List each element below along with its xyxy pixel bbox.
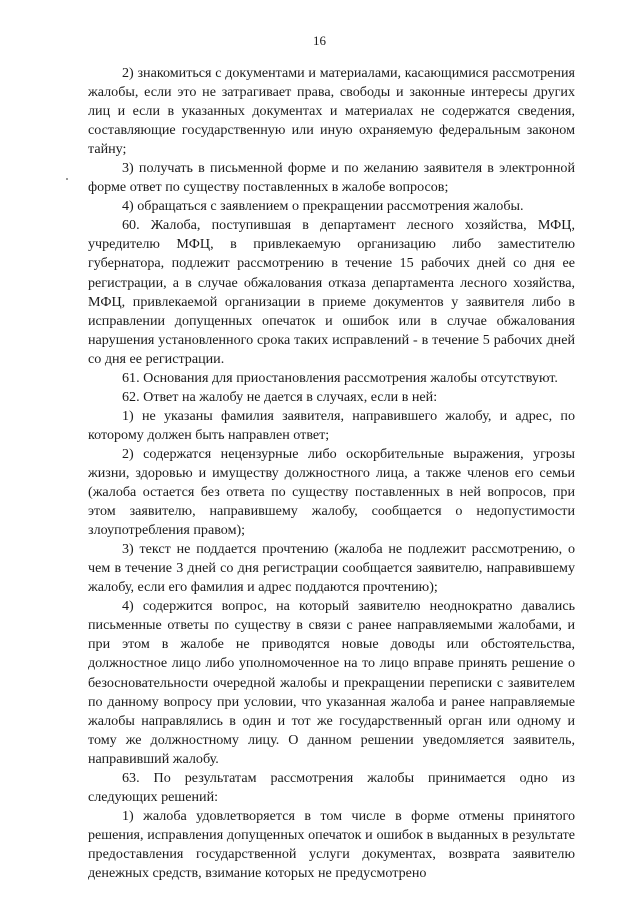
paragraph-60-review-period: 60. Жалоба, поступившая в департамент лесного хозяйства, МФЦ, учредителю МФЦ, в привлекаемую организацию либо заместителю губернатора, подлежит рассмотрению в течение 15 рабочих дней со дня ее регистрации, а в случае обжалования отказа департамента лесного хозяйства, МФЦ, привлекаемой организации в приеме документов у заявителя либо в исправлении допущенных опечаток и ошибок или в случае обжалования нарушения установленного срока таких исправлений - в течение 5 рабочих дней со дня ее регистрации. — [88, 217, 575, 367]
paragraph-63-decisions: 63. По результатам рассмотрения жалобы принимается одно из следующих решений: — [88, 769, 575, 805]
paragraph-62-no-answer-cases: 62. Ответ на жалобу не дается в случаях, если в ней: — [122, 388, 438, 405]
margin-mark — [66, 178, 68, 180]
paragraph-62-case-4: 4) содержится вопрос, на который заявителю неоднократно давались письменные ответы по существу в связи с ранее направляемыми жалобами, и при этом в жалобе не приводятся новые доводы или обстоятельства, должностное лицо либо уполномоченное на то лицо вправе принять решение о безосновательности очередной жалобы и прекращении переписки с заявителем по данному вопросу при условии, что указанная жалоба и ранее направляемые жалобы направлялись в один и тот же государственный орган или одному и тому же должностному лицу. О данном решении уведомляется заявитель, направивший жалобу. — [88, 598, 575, 767]
paragraph-62-case-3: 3) текст не поддается прочтению (жалоба не подлежит рассмотрению, о чем в течение 3 дней со дня регистрации сообщается заявителю, направившему жалобу, если его фамилия и адрес поддаются прочтению); — [88, 541, 575, 596]
paragraph-62-case-2: 2) содержатся нецензурные либо оскорбительные выражения, угрозы жизни, здоровью и имуществу должностного лица, а также членов его семьи (жалоба остается без ответа по существу поставленных в ней вопросов, при этом заявителю, направившему жалобу, сообщается о недопустимости злоупотребления правом); — [88, 445, 575, 539]
paragraph-right-to-withdraw: 4) обращаться с заявлением о прекращении рассмотрения жалобы. — [122, 198, 524, 215]
document-body — [88, 64, 575, 883]
paragraph-61-no-suspension: 61. Основания для приостановления рассмотрения жалобы отсутствуют. — [122, 369, 558, 386]
paragraph-right-to-written-answer: 3) получать в письменной форме и по желанию заявителя в электронной форме ответ по существу поставленных в жалобе вопросов; — [88, 160, 575, 196]
page-number: 16 — [313, 33, 326, 48]
paragraph-right-to-review-documents: 2) знакомиться с документами и материалами, касающимися рассмотрения жалобы, если это не затрагивает права, свободы и законные интересы других лиц и если в указанных документах и материалах не содержатся сведения, составляющие государственную или иную охраняемую федеральным законом тайну; — [88, 65, 575, 158]
paragraph-63-decision-1: 1) жалоба удовлетворяется в том числе в форме отмены принятого решения, исправления допущенных опечаток и ошибок в выданных в результате предоставления государственной услуги документах, возврата заявителю денежных средств, взимание которых не предусмотрено — [88, 807, 575, 881]
paragraph-62-case-1: 1) не указаны фамилия заявителя, направившего жалобу, и адрес, по которому должен быть направлен ответ; — [88, 407, 575, 443]
